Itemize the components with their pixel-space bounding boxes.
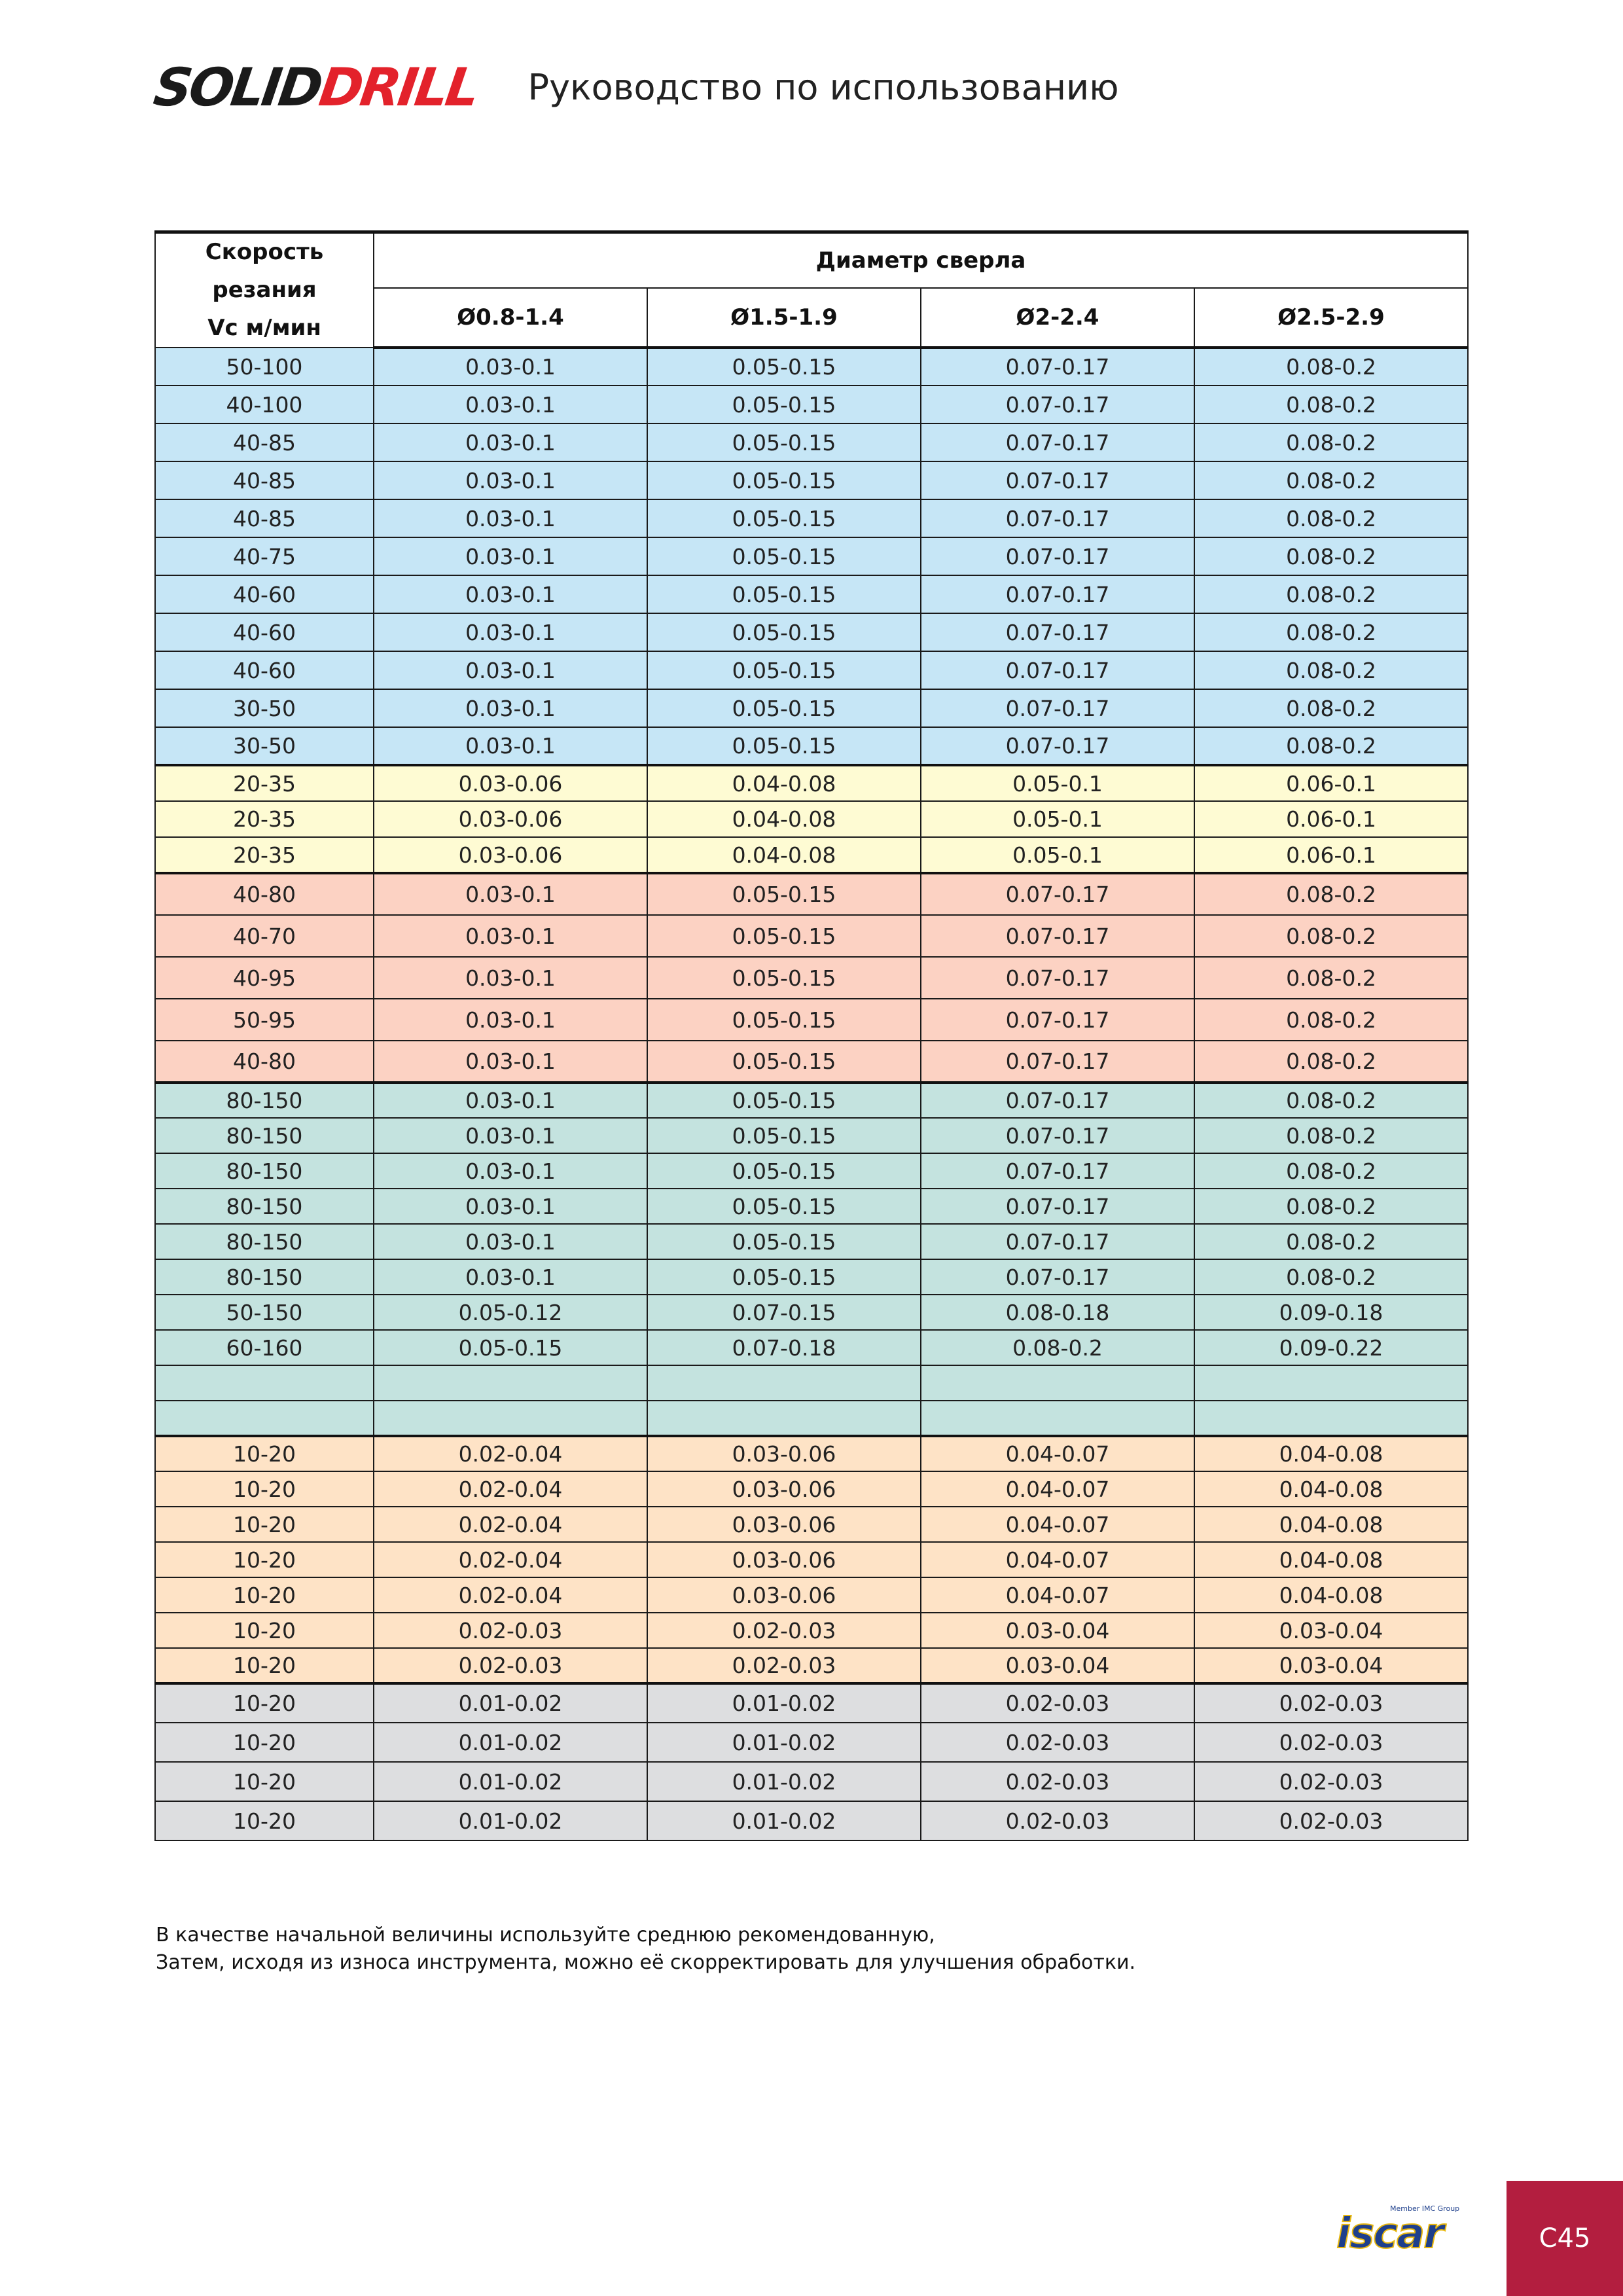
cutting-speed-cell	[155, 1401, 374, 1436]
feed-cell: 0.02-0.03	[921, 1683, 1194, 1723]
soliddrill-logo	[150, 57, 481, 118]
feed-cell: 0.08-0.2	[1194, 499, 1468, 537]
feed-cell: 0.08-0.2	[1194, 1259, 1468, 1295]
table-row	[155, 765, 1468, 801]
feed-cell: 0.09-0.18	[1194, 1295, 1468, 1330]
feed-cell	[1194, 1365, 1468, 1401]
feed-cell: 0.08-0.2	[1194, 537, 1468, 575]
feed-cell: 0.03-0.1	[374, 1153, 647, 1189]
feed-cell: 0.05-0.15	[647, 915, 921, 957]
feed-cell: 0.03-0.1	[374, 999, 647, 1041]
feed-cell	[1194, 1401, 1468, 1436]
feed-cell: 0.03-0.1	[374, 1224, 647, 1259]
feed-cell: 0.08-0.2	[1194, 689, 1468, 727]
cutting-speed-cell: 10-20	[155, 1577, 374, 1613]
cutting-speed-cell: 40-60	[155, 651, 374, 689]
feed-cell: 0.08-0.2	[1194, 423, 1468, 461]
feed-cell: 0.05-0.15	[647, 386, 921, 423]
cutting-speed-cell: 10-20	[155, 1723, 374, 1762]
feed-cell: 0.03-0.1	[374, 915, 647, 957]
table-row	[155, 1613, 1468, 1648]
feed-cell: 0.04-0.08	[1194, 1577, 1468, 1613]
feed-cell: 0.08-0.2	[1194, 651, 1468, 689]
table-row	[155, 348, 1468, 386]
feed-cell	[374, 1401, 647, 1436]
feed-cell: 0.02-0.03	[1194, 1683, 1468, 1723]
iscar-tagline: Member IMC Group	[1390, 2204, 1460, 2213]
feed-cell: 0.04-0.08	[1194, 1436, 1468, 1471]
feed-cell: 0.03-0.1	[374, 461, 647, 499]
table-row	[155, 999, 1468, 1041]
feed-cell: 0.02-0.03	[921, 1723, 1194, 1762]
cutting-speed-cell: 10-20	[155, 1613, 374, 1648]
table-row	[155, 1683, 1468, 1723]
feed-cell	[647, 1365, 921, 1401]
cutting-speed-cell: 80-150	[155, 1118, 374, 1153]
feed-cell: 0.05-0.15	[647, 1083, 921, 1118]
feed-cell: 0.04-0.08	[1194, 1542, 1468, 1577]
feed-cell: 0.07-0.17	[921, 1259, 1194, 1295]
feed-cell: 0.05-0.1	[921, 765, 1194, 801]
cutting-speed-cell: 40-95	[155, 957, 374, 999]
feed-cell: 0.02-0.03	[374, 1613, 647, 1648]
feed-cell: 0.08-0.2	[1194, 461, 1468, 499]
feed-cell: 0.05-0.15	[647, 348, 921, 386]
cutting-speed-cell: 10-20	[155, 1471, 374, 1507]
table-row	[155, 1330, 1468, 1365]
feed-cell: 0.01-0.02	[374, 1801, 647, 1840]
table-row	[155, 461, 1468, 499]
feed-cell: 0.02-0.04	[374, 1436, 647, 1471]
feed-cell: 0.07-0.17	[921, 499, 1194, 537]
table-row	[155, 1577, 1468, 1613]
feed-cell: 0.08-0.2	[1194, 999, 1468, 1041]
cutting-speed-cell: 10-20	[155, 1507, 374, 1542]
table-row	[155, 1471, 1468, 1507]
feed-cell: 0.03-0.06	[647, 1436, 921, 1471]
table-row	[155, 613, 1468, 651]
table-row	[155, 873, 1468, 915]
drill-diameter-header: Диаметр сверла	[374, 232, 1468, 288]
feed-cell: 0.08-0.2	[1194, 613, 1468, 651]
feed-cell: 0.02-0.03	[647, 1613, 921, 1648]
feed-cell	[647, 1401, 921, 1436]
table-row	[155, 575, 1468, 613]
feed-cell: 0.05-0.15	[647, 537, 921, 575]
feed-cell: 0.06-0.1	[1194, 765, 1468, 801]
feed-cell	[921, 1365, 1194, 1401]
table-row	[155, 1723, 1468, 1762]
table-row	[155, 386, 1468, 423]
table-row	[155, 1189, 1468, 1224]
cutting-speed-cell: 30-50	[155, 727, 374, 765]
feed-cell: 0.08-0.2	[1194, 727, 1468, 765]
cutting-speed-cell: 40-85	[155, 423, 374, 461]
feed-cell: 0.08-0.2	[1194, 957, 1468, 999]
feed-cell: 0.08-0.2	[1194, 915, 1468, 957]
feed-cell: 0.07-0.17	[921, 537, 1194, 575]
feed-cell: 0.03-0.1	[374, 423, 647, 461]
feed-cell: 0.02-0.04	[374, 1542, 647, 1577]
feed-cell	[921, 1401, 1194, 1436]
page-number-text: C45	[1539, 2223, 1591, 2253]
table-row	[155, 1648, 1468, 1683]
feed-cell: 0.01-0.02	[647, 1762, 921, 1801]
feed-cell: 0.03-0.1	[374, 1041, 647, 1083]
feed-cell: 0.05-0.12	[374, 1295, 647, 1330]
table-row	[155, 1259, 1468, 1295]
feed-cell: 0.05-0.15	[647, 461, 921, 499]
feed-cell: 0.09-0.22	[1194, 1330, 1468, 1365]
feed-cell: 0.08-0.2	[1194, 1041, 1468, 1083]
table-row	[155, 1224, 1468, 1259]
table-row	[155, 1762, 1468, 1801]
feed-cell	[374, 1365, 647, 1401]
feed-cell: 0.08-0.2	[921, 1330, 1194, 1365]
page-number	[1507, 2181, 1623, 2296]
feed-cell: 0.02-0.04	[374, 1507, 647, 1542]
table-row	[155, 1507, 1468, 1542]
feed-cell: 0.02-0.03	[1194, 1762, 1468, 1801]
feed-cell: 0.03-0.04	[1194, 1648, 1468, 1683]
table-row	[155, 1801, 1468, 1840]
cutting-speed-cell: 40-100	[155, 386, 374, 423]
feed-cell: 0.03-0.1	[374, 1189, 647, 1224]
feed-cell: 0.07-0.17	[921, 348, 1194, 386]
feed-cell: 0.04-0.07	[921, 1436, 1194, 1471]
feed-cell: 0.07-0.15	[647, 1295, 921, 1330]
feed-cell: 0.03-0.1	[374, 613, 647, 651]
feed-cell: 0.02-0.03	[647, 1648, 921, 1683]
feed-cell: 0.08-0.2	[1194, 1153, 1468, 1189]
table-row	[155, 1401, 1468, 1436]
table-row	[155, 727, 1468, 765]
cutting-speed-cell: 40-70	[155, 915, 374, 957]
feed-cell: 0.07-0.17	[921, 1189, 1194, 1224]
feed-cell: 0.02-0.03	[921, 1762, 1194, 1801]
page-title: Руководство по использованию	[527, 66, 1119, 108]
feed-cell: 0.06-0.1	[1194, 837, 1468, 873]
table-row	[155, 499, 1468, 537]
feed-cell: 0.07-0.17	[921, 915, 1194, 957]
feed-cell: 0.07-0.17	[921, 727, 1194, 765]
feed-cell: 0.07-0.17	[921, 999, 1194, 1041]
feed-cell: 0.07-0.17	[921, 1224, 1194, 1259]
feed-cell: 0.05-0.15	[374, 1330, 647, 1365]
table-row	[155, 1542, 1468, 1577]
feed-cell: 0.04-0.07	[921, 1507, 1194, 1542]
table-row	[155, 1041, 1468, 1083]
feed-cell: 0.02-0.04	[374, 1577, 647, 1613]
feed-cell: 0.05-0.15	[647, 1189, 921, 1224]
feed-cell: 0.07-0.17	[921, 1153, 1194, 1189]
table-body	[155, 348, 1468, 1840]
feed-cell: 0.03-0.1	[374, 689, 647, 727]
cutting-speed-cell: 40-85	[155, 499, 374, 537]
feed-cell: 0.08-0.2	[1194, 386, 1468, 423]
diameter-column-header: Ø2.5-2.9	[1194, 288, 1468, 348]
diameter-column-header: Ø1.5-1.9	[647, 288, 921, 348]
feed-cell: 0.01-0.02	[647, 1723, 921, 1762]
cutting-speed-cell: 30-50	[155, 689, 374, 727]
cutting-speed-cell: 40-60	[155, 613, 374, 651]
cutting-speed-cell: 40-80	[155, 873, 374, 915]
feed-cell: 0.07-0.18	[647, 1330, 921, 1365]
feed-cell: 0.02-0.04	[374, 1471, 647, 1507]
feed-cell: 0.03-0.04	[921, 1613, 1194, 1648]
table-row	[155, 423, 1468, 461]
cutting-speed-cell: 50-95	[155, 999, 374, 1041]
table-row	[155, 689, 1468, 727]
feed-cell: 0.08-0.2	[1194, 1224, 1468, 1259]
feed-cell: 0.03-0.06	[647, 1507, 921, 1542]
feed-cell: 0.03-0.06	[647, 1542, 921, 1577]
feed-cell: 0.07-0.17	[921, 957, 1194, 999]
feed-cell: 0.04-0.07	[921, 1471, 1194, 1507]
feed-cell: 0.05-0.15	[647, 1041, 921, 1083]
cutting-speed-cell: 80-150	[155, 1259, 374, 1295]
diameter-column-header: Ø2-2.4	[921, 288, 1194, 348]
cutting-speed-cell: 20-35	[155, 837, 374, 873]
feed-cell: 0.05-0.15	[647, 1259, 921, 1295]
feed-cell: 0.05-0.15	[647, 613, 921, 651]
feed-cell: 0.08-0.2	[1194, 1189, 1468, 1224]
feed-cell: 0.04-0.08	[647, 837, 921, 873]
feed-cell: 0.07-0.17	[921, 1083, 1194, 1118]
table-row	[155, 1153, 1468, 1189]
feed-cell: 0.05-0.15	[647, 651, 921, 689]
feed-cell: 0.05-0.15	[647, 499, 921, 537]
diameter-column-header: Ø0.8-1.4	[374, 288, 647, 348]
feed-cell: 0.07-0.17	[921, 873, 1194, 915]
feed-cell: 0.01-0.02	[374, 1762, 647, 1801]
cutting-speed-cell: 80-150	[155, 1189, 374, 1224]
feed-cell: 0.08-0.2	[1194, 575, 1468, 613]
usage-note	[156, 1922, 1135, 1977]
feed-cell: 0.05-0.15	[647, 1224, 921, 1259]
feed-cell: 0.05-0.15	[647, 873, 921, 915]
table-row	[155, 837, 1468, 873]
feed-cell: 0.03-0.1	[374, 727, 647, 765]
usage-note-line: В качестве начальной величины используйте среднюю рекомендованную,	[156, 1924, 935, 1946]
feed-cell: 0.04-0.07	[921, 1542, 1194, 1577]
feed-cell: 0.04-0.08	[647, 801, 921, 837]
feed-cell: 0.03-0.06	[374, 801, 647, 837]
feed-cell: 0.03-0.1	[374, 957, 647, 999]
feed-cell: 0.02-0.03	[921, 1801, 1194, 1840]
iscar-wordmark: iscar	[1336, 2210, 1443, 2254]
cutting-speed-cell: 10-20	[155, 1648, 374, 1683]
cutting-speed-cell	[155, 1365, 374, 1401]
feed-rate-table	[154, 230, 1469, 1841]
feed-cell: 0.08-0.18	[921, 1295, 1194, 1330]
table-row	[155, 1365, 1468, 1401]
feed-cell: 0.03-0.06	[374, 765, 647, 801]
feed-cell: 0.03-0.1	[374, 873, 647, 915]
feed-cell: 0.07-0.17	[921, 386, 1194, 423]
feed-cell: 0.02-0.03	[1194, 1801, 1468, 1840]
feed-cell: 0.05-0.15	[647, 727, 921, 765]
cutting-speed-cell: 40-60	[155, 575, 374, 613]
page-header	[150, 56, 1119, 118]
feed-cell: 0.03-0.06	[374, 837, 647, 873]
table-row	[155, 651, 1468, 689]
feed-cell: 0.04-0.08	[1194, 1471, 1468, 1507]
feed-cell: 0.07-0.17	[921, 575, 1194, 613]
feed-cell: 0.03-0.06	[647, 1577, 921, 1613]
table-row	[155, 1436, 1468, 1471]
usage-note-line: Затем, исходя из износа инструмента, можно её скорректировать для улучшения обработки.	[156, 1951, 1136, 1974]
table-row	[155, 1295, 1468, 1330]
cutting-speed-cell: 50-150	[155, 1295, 374, 1330]
feed-cell: 0.07-0.17	[921, 1118, 1194, 1153]
table-row	[155, 1118, 1468, 1153]
feed-cell: 0.08-0.2	[1194, 1083, 1468, 1118]
feed-cell: 0.04-0.08	[1194, 1507, 1468, 1542]
cutting-speed-cell: 80-150	[155, 1153, 374, 1189]
cutting-speed-cell: 10-20	[155, 1801, 374, 1840]
table-header	[155, 232, 1468, 348]
feed-cell: 0.03-0.1	[374, 1259, 647, 1295]
feed-cell: 0.01-0.02	[374, 1683, 647, 1723]
cutting-speed-cell: 10-20	[155, 1542, 374, 1577]
feed-cell: 0.03-0.1	[374, 537, 647, 575]
feed-cell: 0.05-0.15	[647, 1118, 921, 1153]
feed-cell: 0.08-0.2	[1194, 348, 1468, 386]
feed-cell: 0.03-0.1	[374, 651, 647, 689]
table-row	[155, 1083, 1468, 1118]
feed-cell: 0.03-0.04	[1194, 1613, 1468, 1648]
feed-cell: 0.08-0.2	[1194, 873, 1468, 915]
feed-cell: 0.05-0.15	[647, 689, 921, 727]
feed-cell: 0.03-0.1	[374, 499, 647, 537]
cutting-speed-label: Скорость резания	[205, 239, 324, 303]
feed-cell: 0.07-0.17	[921, 613, 1194, 651]
cutting-speed-cell: 50-100	[155, 348, 374, 386]
feed-cell: 0.07-0.17	[921, 423, 1194, 461]
feed-cell: 0.03-0.1	[374, 1083, 647, 1118]
cutting-speed-unit: Vc м/мин	[207, 314, 321, 341]
feed-cell: 0.05-0.15	[647, 575, 921, 613]
cutting-speed-cell: 40-75	[155, 537, 374, 575]
cutting-speed-cell: 80-150	[155, 1224, 374, 1259]
cutting-speed-cell: 80-150	[155, 1083, 374, 1118]
logo-solid-text: SOLID	[150, 56, 325, 118]
feed-cell: 0.06-0.1	[1194, 801, 1468, 837]
cutting-speed-header	[155, 232, 374, 348]
feed-cell: 0.01-0.02	[647, 1801, 921, 1840]
feed-cell: 0.03-0.06	[647, 1471, 921, 1507]
cutting-speed-cell: 20-35	[155, 765, 374, 801]
feed-cell: 0.03-0.1	[374, 1118, 647, 1153]
table-row	[155, 801, 1468, 837]
feed-cell: 0.05-0.15	[647, 423, 921, 461]
iscar-logo	[1335, 2199, 1474, 2254]
feed-cell: 0.03-0.1	[374, 386, 647, 423]
cutting-speed-cell: 10-20	[155, 1683, 374, 1723]
cutting-speed-cell: 10-20	[155, 1436, 374, 1471]
feed-cell: 0.02-0.03	[1194, 1723, 1468, 1762]
cutting-speed-cell: 60-160	[155, 1330, 374, 1365]
feed-cell: 0.07-0.17	[921, 689, 1194, 727]
feed-cell: 0.07-0.17	[921, 461, 1194, 499]
feed-cell: 0.08-0.2	[1194, 1118, 1468, 1153]
feed-cell: 0.03-0.1	[374, 348, 647, 386]
feed-cell: 0.05-0.1	[921, 837, 1194, 873]
feed-cell: 0.05-0.15	[647, 999, 921, 1041]
feed-cell: 0.01-0.02	[374, 1723, 647, 1762]
table-row	[155, 915, 1468, 957]
logo-drill-text: DRILL	[315, 56, 482, 118]
cutting-speed-cell: 40-85	[155, 461, 374, 499]
feed-cell: 0.05-0.1	[921, 801, 1194, 837]
table-row	[155, 957, 1468, 999]
feed-cell: 0.02-0.03	[374, 1648, 647, 1683]
feed-cell: 0.03-0.1	[374, 575, 647, 613]
feed-cell: 0.05-0.15	[647, 1153, 921, 1189]
feed-cell: 0.07-0.17	[921, 1041, 1194, 1083]
table-row	[155, 537, 1468, 575]
feed-cell: 0.04-0.08	[647, 765, 921, 801]
feed-cell: 0.05-0.15	[647, 957, 921, 999]
feed-cell: 0.03-0.04	[921, 1648, 1194, 1683]
cutting-speed-cell: 40-80	[155, 1041, 374, 1083]
feed-cell: 0.07-0.17	[921, 651, 1194, 689]
feed-cell: 0.04-0.07	[921, 1577, 1194, 1613]
cutting-speed-cell: 20-35	[155, 801, 374, 837]
feed-cell: 0.01-0.02	[647, 1683, 921, 1723]
cutting-speed-cell: 10-20	[155, 1762, 374, 1801]
